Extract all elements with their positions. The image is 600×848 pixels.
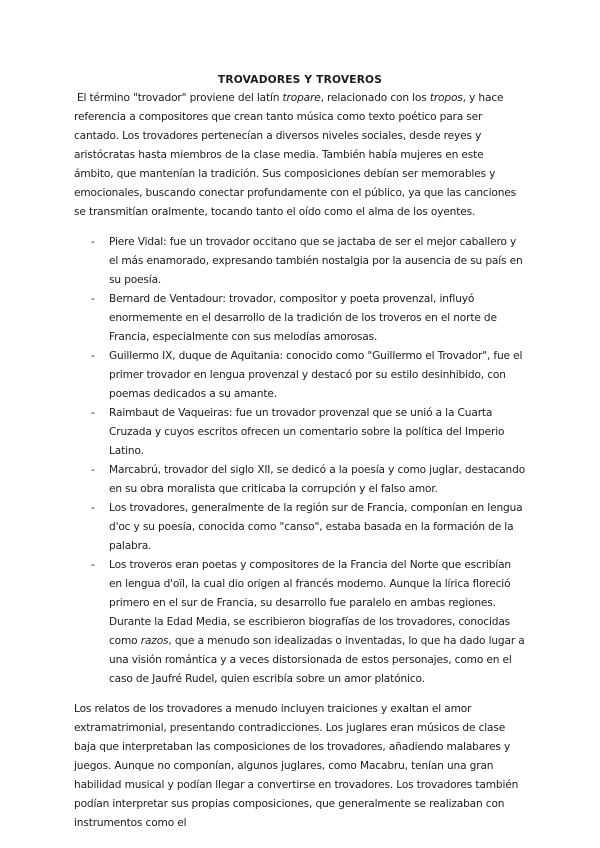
list-item-text: Los trovadores, generalmente de la región sur de Francia, componían en lengua d'oc y su poesía, conocida como "canso", estaba basada en la formación de la palabra. xyxy=(109,502,523,552)
term-razos: razos xyxy=(140,635,169,647)
list-item xyxy=(74,461,526,499)
bullet-dash: - xyxy=(91,236,95,248)
bullet-dash: - xyxy=(91,350,95,362)
bullet-dash: - xyxy=(91,407,95,419)
intro-term-tropos: tropos xyxy=(429,92,463,104)
document-title: TROVADORES Y TROVEROS xyxy=(217,74,383,86)
list-item xyxy=(74,233,526,290)
list-item xyxy=(74,290,526,347)
list-item xyxy=(74,556,526,689)
intro-text-2: , relacionado con los xyxy=(320,92,430,104)
bullet-dash: - xyxy=(91,464,95,476)
list-item-text: Marcabrú, trovador del siglo XII, se dedicó a la poesía y como juglar, destacando en su obra moralista que criticaba la corrupción y el falso amor. xyxy=(109,464,526,495)
bullet-dash: - xyxy=(91,502,95,514)
intro-text-1: El término "trovador" proviene del latín xyxy=(77,92,283,104)
last-item-text-1: Los troveros eran poetas y compositores de la Francia del Norte que escribían en lengua d'oïl, la cual dio origen al francés moderno. Aunque la lírica floreció primero en el sur de Francia, su desarrollo fue paralelo en ambas regiones. Durante la Edad Media, se escribieron biografías de los trovadores, conocidas como xyxy=(109,559,511,647)
list-item-text: Guillermo IX, duque de Aquitania: conocido como "Guillermo el Trovador", fue el primer trovador en lengua provenzal y destacó por su estilo desinhibido, con poemas dedicados a su amante. xyxy=(109,350,523,400)
list-item-text: Bernard de Ventadour: trovador, compositor y poeta provenzal, influyó enormemente en el desarrollo de la tradición de los troveros en el norte de Francia, especialmente con sus melodías amorosas. xyxy=(109,293,497,343)
list-item-text: Piere Vidal: fue un trovador occitano que se jactaba de ser el mejor caballero y el más enamorado, expresando también nostalgia por la ausencia de su país en su poesía. xyxy=(109,236,523,286)
last-item-text-2: , que a menudo son idealizadas o inventadas, lo que ha dado lugar a una visión romántica y a veces distorsionada de estos personajes, como en el caso de Jaufré Rudel, quien escribía sobre un amor platónico. xyxy=(109,635,525,685)
bullet-dash: - xyxy=(91,559,95,571)
intro-text-3: , y hace referencia a compositores que crean tanto música como texto poético para ser cantado. Los trovadores pertenecían a diversos niveles sociales, desde reyes y aristócratas hasta miembros de la clase media. También había mujeres en este ámbito, que mantenían la tradición. Sus composiciones debían ser memorables y emocionales, buscando conectar profundamente con el público, ya que las canciones se transmitían oralmente, tocando tanto el oído como el alma de los oyentes. xyxy=(74,92,517,218)
list-item xyxy=(74,404,526,461)
document-page xyxy=(74,72,526,833)
list-item xyxy=(74,499,526,556)
intro-paragraph xyxy=(74,89,526,222)
trovadores-list xyxy=(74,233,526,689)
intro-term-tropare: tropare xyxy=(282,92,321,104)
list-item xyxy=(74,347,526,404)
list-item-text: Raimbaut de Vaqueiras: fue un trovador provenzal que se unió a la Cuarta Cruzada y cuyos escritos ofrecen un comentario sobre la política del Imperio Latino. xyxy=(109,407,505,457)
closing-paragraph: Los relatos de los trovadores a menudo incluyen traiciones y exaltan el amor extramatrimonial, presentando contradicciones. Los juglares eran músicos de clase baja que interpretaban las composiciones de los trovadores, añadiendo malabares y juegos. Aunque no componían, algunos juglares, como Macabru, tenían una gran habilidad musical y podían llegar a convertirse en trovadores. Los trovadores también podían interpretar sus propias composiciones, que generalmente se realizaban con instrumentos como el xyxy=(74,703,519,829)
bullet-dash: - xyxy=(91,293,95,305)
